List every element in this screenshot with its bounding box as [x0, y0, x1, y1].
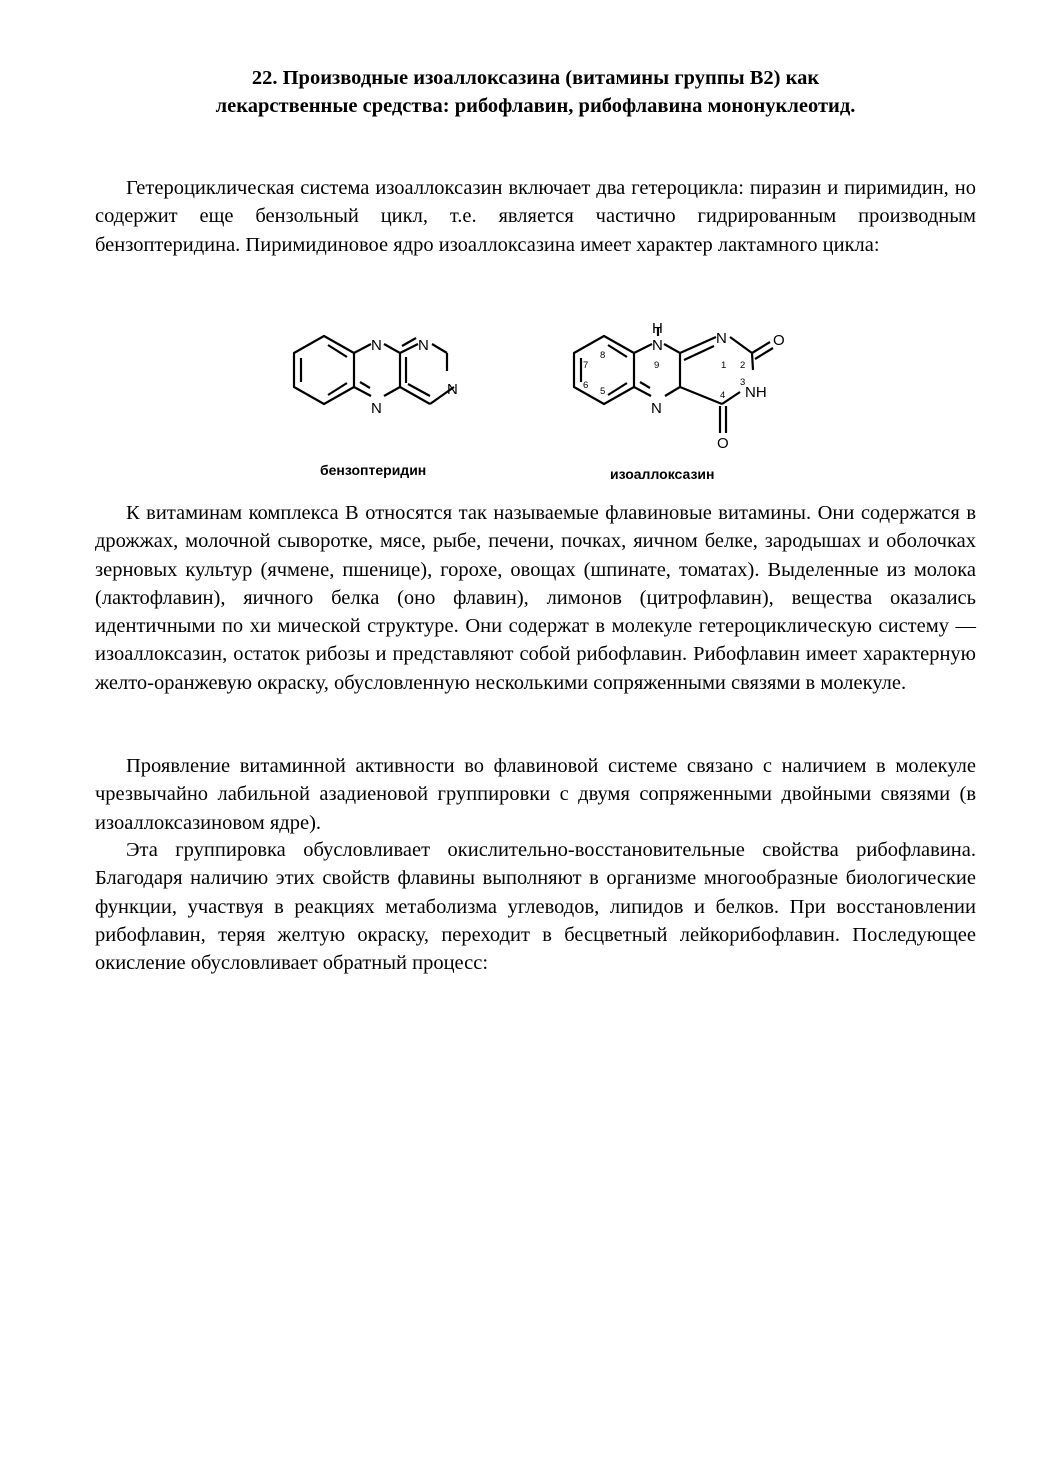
caption-benzopteridine: бензоптеридин [320, 462, 427, 478]
double-bond [640, 382, 650, 388]
position-number: 5 [600, 386, 606, 397]
double-bond [402, 338, 416, 346]
position-number: 9 [654, 360, 660, 371]
bond [680, 387, 722, 404]
position-number: 7 [583, 360, 589, 371]
atom-nh: NH [745, 384, 767, 401]
title-line-1: 22. Производные изоаллоксазина (витамины группы В2) как [251, 67, 820, 89]
benzo-ring [294, 336, 354, 404]
position-number: 8 [600, 350, 606, 361]
chemical-structures [240, 308, 820, 488]
bond [680, 337, 716, 353]
bond [730, 337, 752, 353]
paragraph-activity: Проявление витаминной активности во флавиновой системе связано с наличием в молекуле чрезвычайно лабильной азадиеновой группировки с двумя сопряженными двойными связями (в изоаллоксазиновом ядре). [95, 755, 976, 834]
bond [354, 344, 371, 353]
position-number: 6 [583, 380, 589, 391]
bond [634, 344, 652, 353]
double-bond [360, 382, 370, 388]
position-number: 1 [721, 360, 727, 371]
atom-n: N [371, 337, 382, 354]
atom-n: N [447, 381, 458, 398]
atom-n: N [418, 337, 429, 354]
structures-figure [240, 308, 820, 488]
bond [664, 344, 680, 353]
bond [665, 387, 680, 396]
bond [384, 387, 400, 396]
bond [432, 344, 447, 353]
bond [752, 353, 753, 370]
caption-isoalloxazine: изоаллоксазин [610, 466, 715, 482]
atom-n: N [371, 400, 382, 417]
paragraph-flavins: К витаминам комплекса В относятся так называемые флавиновые витамины. Они содержатся в дрожжах, молочной сыворотке, мясе, рыбе, печени, почках, яичном белке, зародышах и оболочках зерновых культур (ячмене, пшенице), горохе, овощах (шпинате, томатах). Выделенные из молока (лактофлавин), яичного белка (оно флавин), лимонов (цитрофлавин), вещества оказались идентичными по хи мической структуре. Они содержат в молекуле гетероциклическую систему — изоаллоксазин, остаток рибозы и представляют собой рибофлавин. Рибофлавин имеет характерную желто-оранжевую окраску, обусловленную несколькими сопряженными связями в молекуле. [95, 502, 976, 694]
position-number: 2 [740, 360, 746, 371]
position-number: 3 [740, 377, 746, 388]
atom-n: N [716, 330, 727, 347]
atom-o: O [717, 435, 729, 452]
page-title [95, 64, 976, 120]
atom-o: O [773, 332, 785, 349]
title-line-2: лекарственные средства: рибофлавин, рибофлавина мононуклеотид. [215, 95, 856, 117]
bond [384, 344, 400, 353]
paragraph-redox: Эта группировка обусловливает окислительно-восстановительные свойства рибофлавина. Благодаря наличию этих свойств флавины выполняют в организме многообразные биологические функции, участвуя в реакциях метаболизма углеводов, липидов и белков. При восстановлении рибофлавин, теряя желтую окраску, переходит в бесцветный лейкорибофлавин. Последующее окисление обусловливает обратный процесс: [95, 839, 976, 975]
atom-n: N [652, 337, 663, 354]
position-number: 4 [720, 390, 726, 401]
atom-n: N [651, 400, 662, 417]
paragraph-intro: Гетероциклическая система изоаллоксазин включает два гетероцикла: пиразин и пиримидин, но содержит еще бензольный цикл, т.е. является частично гидрированным производным бензоптеридина. Пиримидиновое ядро изоаллоксазина имеет характер лактамного цикла: [95, 177, 976, 256]
bond [400, 387, 430, 404]
atom-h: H [652, 320, 663, 337]
